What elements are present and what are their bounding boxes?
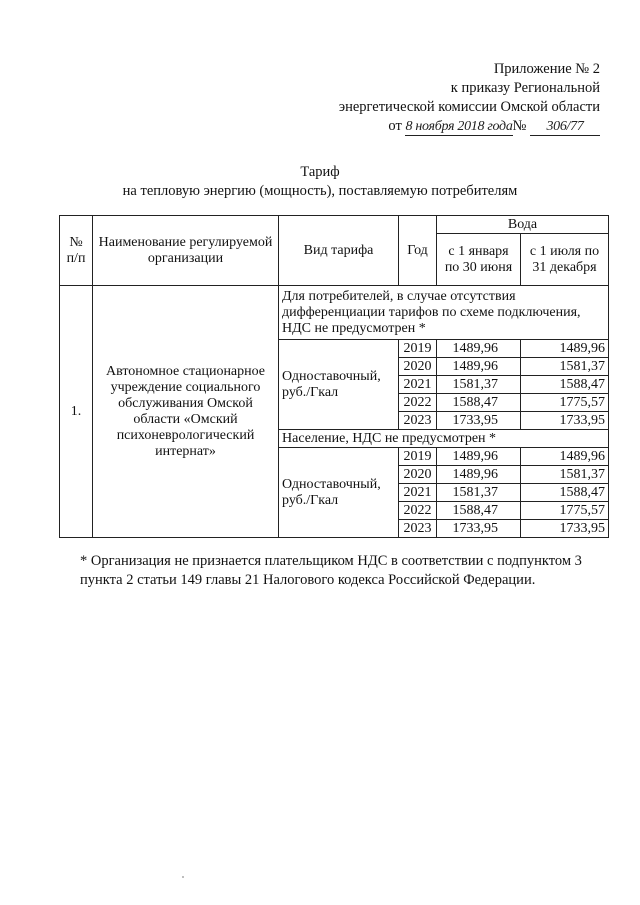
year-cell: 2023 (399, 412, 437, 430)
title-main: Тариф (300, 164, 340, 180)
value-cell: 1489,96 (437, 466, 521, 484)
value-cell: 1489,96 (437, 340, 521, 358)
header-organization: Наименование регулируемой организации (93, 216, 279, 286)
appendix-header (339, 60, 600, 136)
value-cell: 1588,47 (437, 394, 521, 412)
value-cell: 1733,95 (437, 412, 521, 430)
order-number-handwritten: 306/77 (530, 119, 600, 136)
organization-name: Автономное стационарное учреждение социального обслуживания Омской области «Омский психоневрологический интернат» (93, 286, 279, 538)
header-period-1: с 1 января по 30 июня (437, 234, 521, 286)
year-cell: 2022 (399, 502, 437, 520)
value-cell: 1489,96 (437, 448, 521, 466)
scan-speck (182, 876, 184, 878)
year-cell: 2021 (399, 376, 437, 394)
header-water: Вода (437, 216, 609, 234)
value-cell: 1733,95 (521, 520, 609, 538)
order-date-handwritten: 8 ноября 2018 года (405, 119, 513, 134)
appendix-title: Приложение № 2 (493, 61, 600, 77)
order-date-line (339, 117, 600, 136)
value-cell: 1775,57 (521, 394, 609, 412)
value-cell: 1588,47 (521, 484, 609, 502)
value-cell: 1588,47 (521, 376, 609, 394)
value-cell: 1733,95 (437, 520, 521, 538)
year-cell: 2022 (399, 394, 437, 412)
appendix-order-ref: к приказу Региональной (450, 80, 600, 96)
value-cell: 1581,37 (437, 484, 521, 502)
header-year: Год (399, 216, 437, 286)
year-cell: 2023 (399, 520, 437, 538)
year-cell: 2019 (399, 340, 437, 358)
title-subtitle: на тепловую энергию (мощность), поставляемую потребителям (122, 183, 518, 199)
value-cell: 1489,96 (521, 340, 609, 358)
value-cell: 1733,95 (521, 412, 609, 430)
year-cell: 2021 (399, 484, 437, 502)
value-cell: 1489,96 (437, 358, 521, 376)
group-2-title: Население, НДС не предусмотрен * (279, 430, 609, 448)
value-cell: 1581,37 (521, 358, 609, 376)
year-cell: 2019 (399, 448, 437, 466)
document-title (0, 163, 640, 201)
header-tariff-type: Вид тарифа (279, 216, 399, 286)
footnote: * Организация не признается плательщиком НДС в соответствии с подпунктом 3 пункта 2 статьи 149 главы 21 Налогового кодекса Российской Федерации. (80, 553, 582, 588)
header-period-2: с 1 июля по 31 декабря (521, 234, 609, 286)
group-2-tariff-type: Одноставочный, руб./Гкал (279, 448, 399, 538)
header-num: № п/п (60, 216, 93, 286)
value-cell: 1581,37 (521, 466, 609, 484)
from-label: от (388, 118, 402, 134)
value-cell: 1775,57 (521, 502, 609, 520)
tariff-table (59, 215, 609, 538)
number-label: № (512, 118, 527, 134)
year-cell: 2020 (399, 466, 437, 484)
group-1-tariff-type: Одноставочный, руб./Гкал (279, 340, 399, 430)
value-cell: 1588,47 (437, 502, 521, 520)
row-number: 1. (60, 286, 93, 538)
appendix-commission: энергетической комиссии Омской области (338, 99, 600, 115)
group-1-title: Для потребителей, в случае отсутствия дифференциации тарифов по схеме подключения, НДС не предусмотрен * (279, 286, 609, 340)
value-cell: 1489,96 (521, 448, 609, 466)
value-cell: 1581,37 (437, 376, 521, 394)
year-cell: 2020 (399, 358, 437, 376)
